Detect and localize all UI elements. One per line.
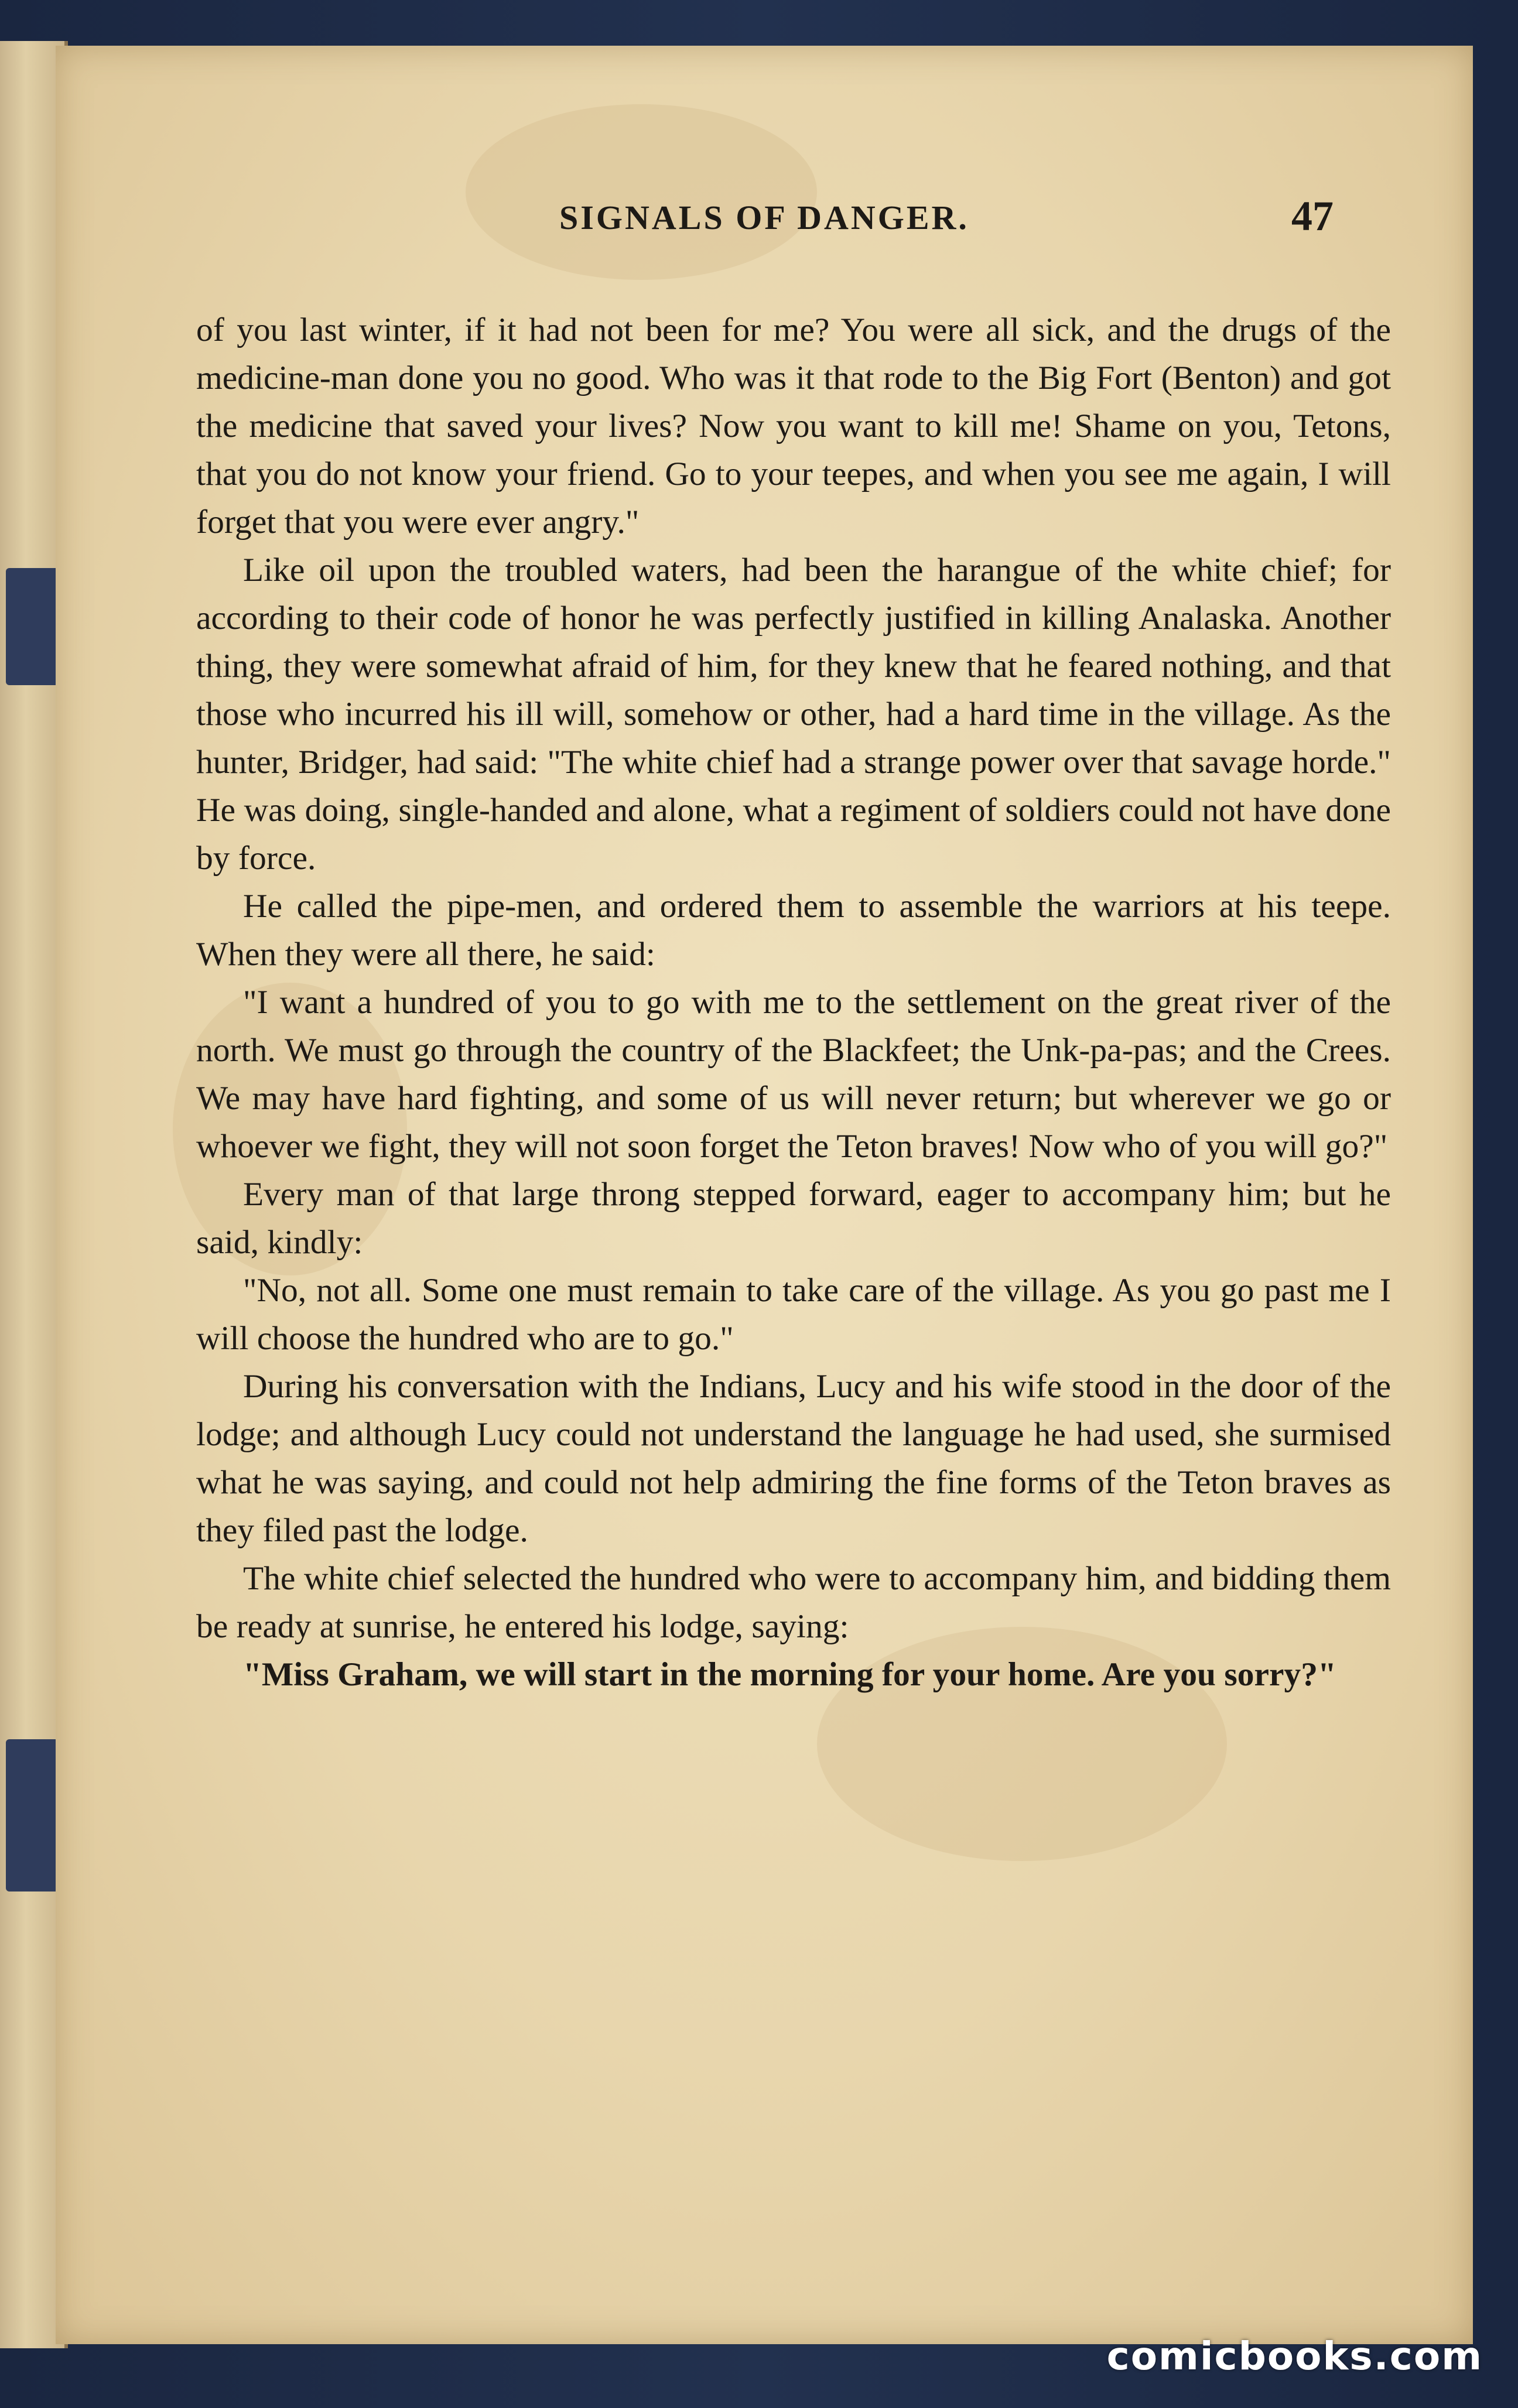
binding-tear xyxy=(6,1739,59,1891)
paper-stain xyxy=(466,104,817,280)
running-head: SIGNALS OF DANGER. xyxy=(559,199,969,237)
paragraph: "No, not all. Some one must remain to take care of the village. As you go past me I will choose the hundred who are to go." xyxy=(196,1272,1391,1357)
paragraph: Every man of that large throng stepped forward, eager to accompany him; but he said, kindly: xyxy=(196,1176,1391,1261)
body-text xyxy=(196,306,1391,1699)
paragraph: "I want a hundred of you to go with me to the settlement on the great river of the north. We must go through the country of the Blackfeet; the Unk-pa-pas; and the Crees. We may have hard fighting, and some of us will never return; but wherever we go or whoever we fight, they will not soon forget the Teton braves! Now who of you will go?" xyxy=(196,984,1391,1165)
paragraph: "Miss Graham, we will start in the morning for your home. Are you sorry?" xyxy=(243,1656,1336,1693)
book-page xyxy=(56,46,1473,2344)
paragraph: He called the pipe-men, and ordered them to assemble the warriors at his teepe. When they were all there, he said: xyxy=(196,888,1391,973)
watermark: comicbooks.com xyxy=(1106,2334,1483,2379)
paragraph: During his conversation with the Indians, Lucy and his wife stood in the door of the lodge; and although Lucy could not understand the language he had used, she surmised what he was saying, and could not help admiring the fine forms of the Teton braves as they filed past the lodge. xyxy=(196,1368,1391,1549)
paragraph: of you last winter, if it had not been for me? You were all sick, and the drugs of the medicine-man done you no good. Who was it that rode to the Big Fort (Benton) and got the medicine that saved your lives? Now you want to kill me! Shame on you, Tetons, that you do not know your friend. Go to your teepes, and when you see me again, I will forget that you were ever angry." xyxy=(196,312,1391,541)
paragraph: Like oil upon the troubled waters, had been the harangue of the white chief; for according to their code of honor he was perfectly justified in killing Analaska. Another thing, they were somewhat afraid of him, for they knew that he feared nothing, and that those who incurred his ill will, somehow or other, had a hard time in the village. As the hunter, Bridger, had said: "The white chief had a strange power over that savage horde." He was doing, single-handed and alone, what a regiment of soldiers could not have done by force. xyxy=(196,552,1391,877)
binding-tear xyxy=(6,568,59,685)
paragraph: The white chief selected the hundred who were to accompany him, and bidding them be ready at sunrise, he entered his lodge, saying: xyxy=(196,1560,1391,1645)
page-number: 47 xyxy=(1291,193,1334,240)
